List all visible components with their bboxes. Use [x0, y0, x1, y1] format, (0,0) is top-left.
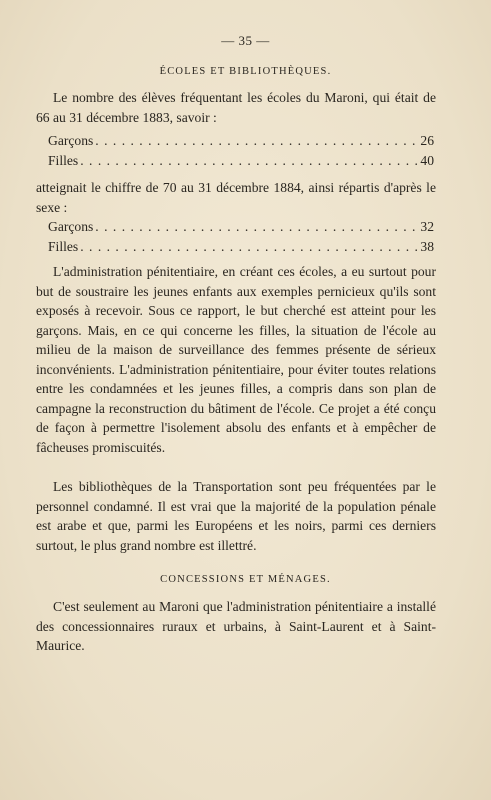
administration-paragraph: L'administration pénitentiaire, en créant ces écoles, a eu surtout pour but de soustraire les jeunes enfants aux exemples pernicieux qu'ils sont exposés à recevoir. Sous ce rapport, le but cherché est atteint pour les garçons. Mais, en ce qui concerne les filles, la situation de l'école au milieu de la maison de surveillance des femmes présente de sérieux inconvénients. L'administration pénitentiaire, pour éviter toutes relations entre les condamnées et les jeunes filles, a compris dans son plan de campagne la reconstruction du bâtiment de l'école. Ce projet a été conçu de façon à permettre l'isolement absolu des enfants et à empêcher de fâcheuses promiscuités. [36, 264, 436, 455]
section-heading-concessions: CONCESSIONS ET MÉNAGES. [160, 574, 331, 585]
dot-leader [95, 133, 418, 149]
concessions-paragraph: C'est seulement au Maroni que l'administration pénitentiaire a installé des concessionnaires ruraux et urbains, à Saint-Laurent et à Saint-Maurice. [36, 599, 436, 653]
count-row-filles-1883 [48, 153, 434, 172]
count-value: 32 [420, 219, 434, 234]
count-row-filles-1884 [48, 239, 434, 258]
middle-paragraph: atteignait le chiffre de 70 au 31 décembre 1884, ainsi répartis d'après le sexe : [36, 180, 436, 215]
section-heading-ecoles: ÉCOLES ET BIBLIOTHÈQUES. [159, 66, 332, 77]
bibliotheques-paragraph: Les bibliothèques de la Transportation sont peu fréquentées par le personnel condamné. Il est vrai que la majorité de la population pénale est arabe et que, parmi les Européens et les noirs, parmi ces derniers surtout, le plus grand nombre est illettré. [36, 479, 436, 553]
count-value: 38 [420, 239, 434, 254]
count-label: Filles [48, 239, 79, 254]
dot-leader [80, 153, 418, 169]
dot-leader [80, 239, 418, 255]
count-label: Garçons [48, 219, 94, 234]
count-value: 26 [420, 133, 434, 148]
count-value: 40 [420, 153, 434, 168]
count-label: Filles [48, 153, 79, 168]
count-row-garcons-1884 [48, 219, 434, 238]
intro-paragraph: Le nombre des élèves fréquentant les écoles du Maroni, qui était de 66 au 31 décembre 1883, savoir : [36, 90, 436, 125]
dot-leader [95, 219, 418, 235]
page-number: — 35 — [221, 33, 270, 48]
count-row-garcons-1883 [48, 133, 434, 152]
count-label: Garçons [48, 133, 94, 148]
